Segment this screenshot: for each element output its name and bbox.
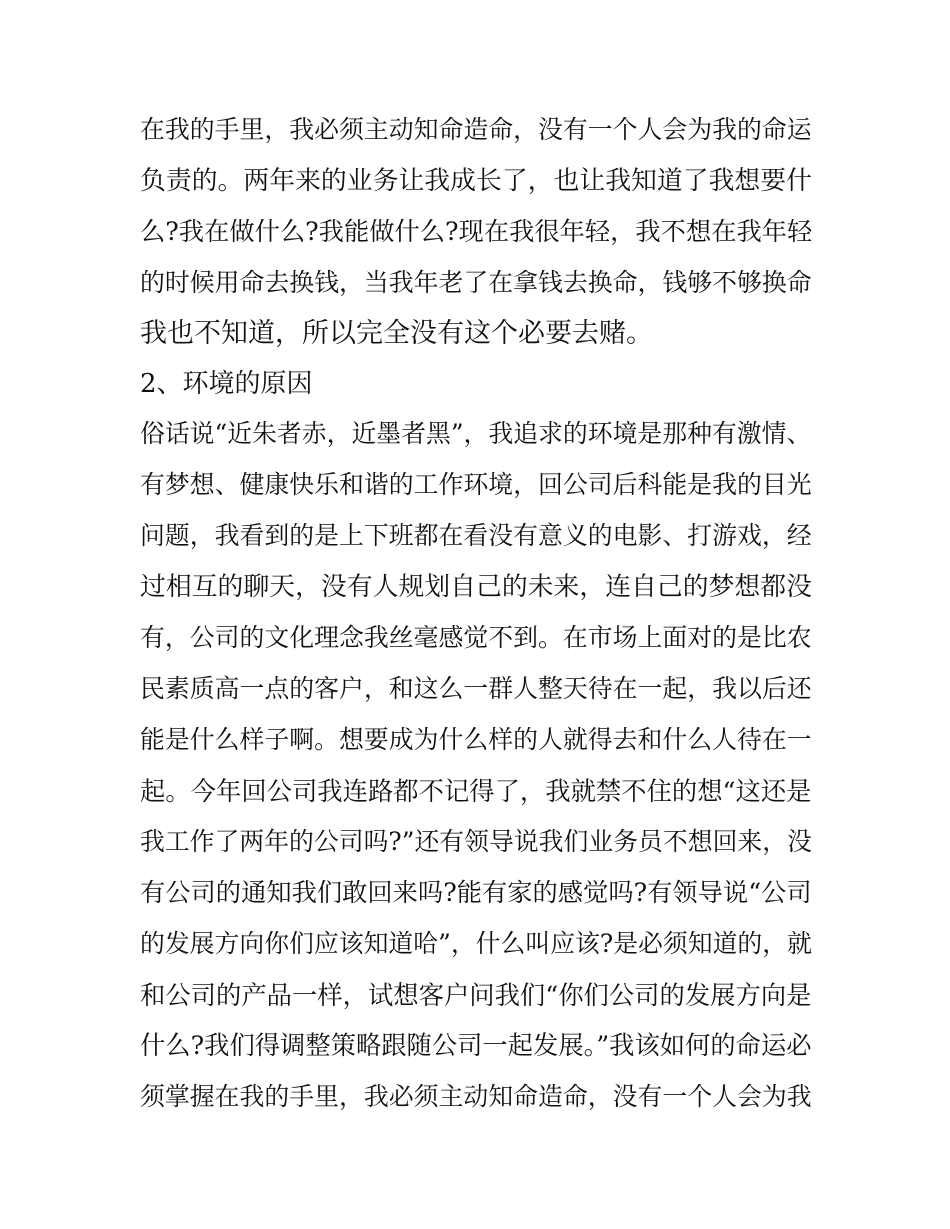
text-line: 问题，我看到的是上下班都在看没有意义的电影、打游戏，经 — [140, 521, 812, 550]
text-line: 过相互的聊天，没有人规划自己的未来，连自己的梦想都没 — [140, 572, 812, 602]
text-line: 在我的手里，我必须主动知命造命，没有一个人会为我的命运 — [140, 115, 812, 144]
text-line: 什么?我们得调整策略跟随公司一起发展。”我该如何的命运必 — [140, 1031, 812, 1060]
text-line: 么?我在做什么?我能做什么?现在我很年轻，我不想在我年轻 — [140, 217, 813, 246]
text-line: 有梦想、健康快乐和谐的工作环境，回公司后科能是我的目光 — [140, 470, 812, 499]
text-line: 须掌握在我的手里，我必须主动知命造命，没有一个人会为我 — [140, 1082, 812, 1111]
text-line: 负责的。两年来的业务让我成长了，也让我知道了我想要什 — [140, 166, 812, 196]
text-line: 有公司的通知我们敢回来吗?能有家的感觉吗?有领导说“公司 — [140, 878, 812, 907]
text-line: 有，公司的文化理念我丝毫感觉不到。在市场上面对的是比农 — [140, 623, 812, 652]
text-line: 能是什么样子啊。想要成为什么样的人就得去和什么人待在一 — [140, 725, 812, 754]
text-line: 起。今年回公司我连路都不记得了，我就禁不住的想“这还是 — [140, 776, 812, 806]
text-line: 民素质高一点的客户，和这么一群人整天待在一起，我以后还 — [140, 674, 812, 703]
text-line: 俗话说“近朱者赤，近墨者黑”，我追求的环境是那种有激情、 — [140, 419, 812, 448]
text-line: 的时候用命去换钱，当我年老了在拿钱去换命，钱够不够换命 — [140, 268, 812, 297]
text-line: 和公司的产品一样，试想客户问我们“你们公司的发展方向是 — [140, 980, 812, 1010]
text-line: 的发展方向你们应该知道哈”，什么叫应该?是必须知道的，就 — [140, 929, 812, 958]
section-heading: 2、环境的原因 — [140, 369, 313, 399]
text-line: 我也不知道，所以完全没有这个必要去赌。 — [140, 318, 653, 349]
text-line: 我工作了两年的公司吗?”还有领导说我们业务员不想回来，没 — [140, 827, 812, 856]
